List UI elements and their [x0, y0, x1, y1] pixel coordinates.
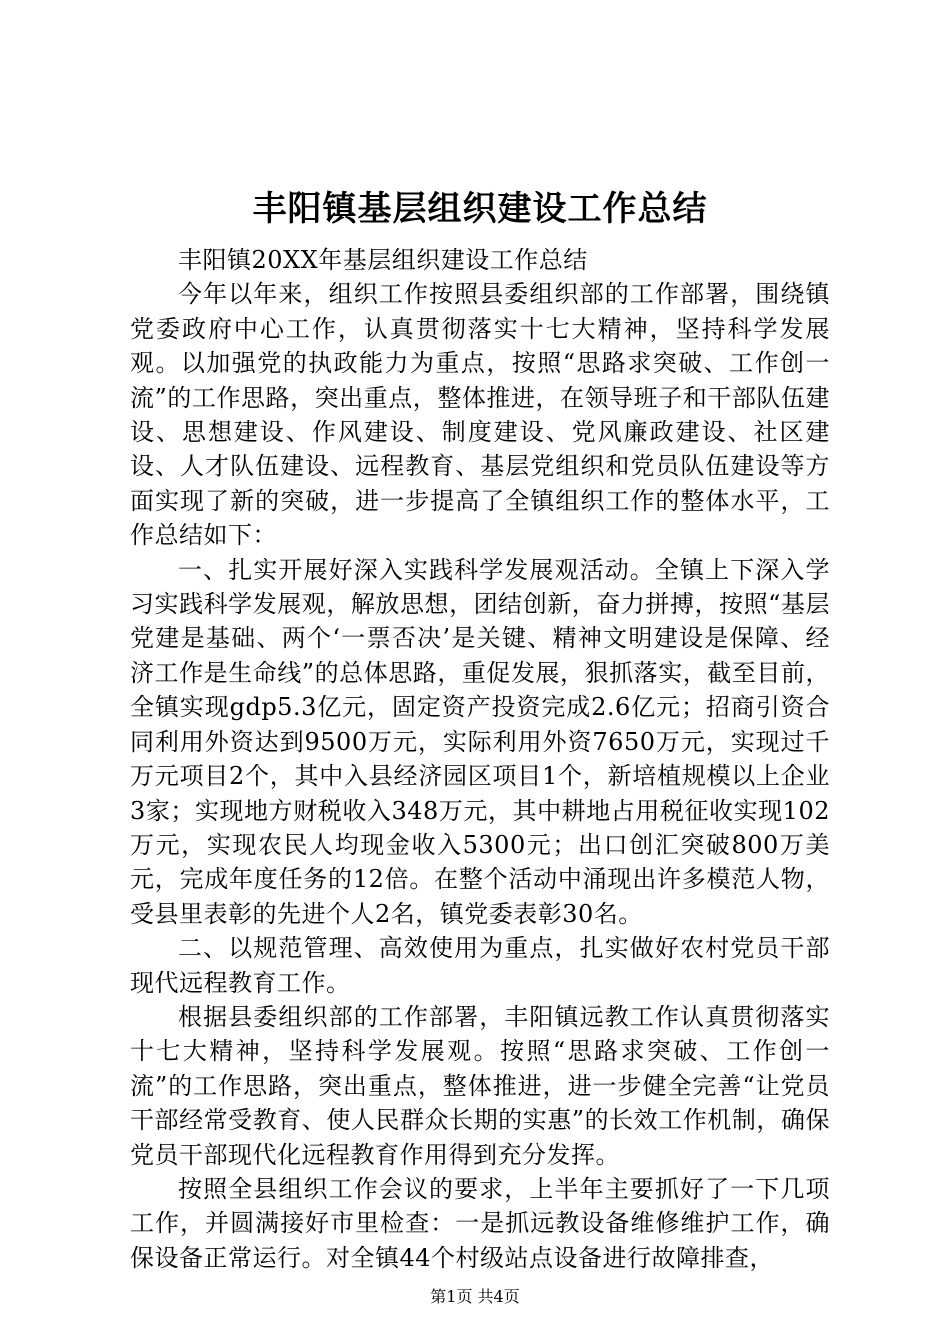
section-one-paragraph: 一、扎实开展好深入实践科学发展观活动。全镇上下深入学习实践科学发展观，解放思想，团结创新，奋力拼搏，按照“基层党建是基础、两个‘一票否决’是关键、精神文明建设是保障、经济工作是生命线”的总体思路，重促发展，狠抓落实，截至目前，全镇实现gdp5.3亿元，固定资产投资完成2.6亿元；招商引资合同利用外资达到9500万元，实际利用外资7650万元，实现过千万元项目2个，其中入县经济园区项目1个，新培植规模以上企业3家；实现地方财税收入348万元，其中耕地占用税征收实现102万元，实现农民人均现金收入5300元；出口创汇突破800万美元，完成年度任务的12倍。在整个活动中涌现出许多模范人物，受县里表彰的先进个人2名，镇党委表彰30名。 [130, 555, 830, 928]
document-page [130, 180, 830, 1275]
document-title: 丰阳镇基层组织建设工作总结 [252, 189, 708, 229]
work-items-paragraph: 按照全县组织工作会议的要求，上半年主要抓好了一下几项工作，并圆满接好市里检查：一是抓远教设备维修维护工作，确保设备正常运行。对全镇44个村级站点设备进行故障排查， [130, 1174, 830, 1272]
document-body [130, 243, 830, 1275]
section-two-heading: 二、以规范管理、高效使用为重点，扎实做好农村党员干部现代远程教育工作。 [130, 934, 830, 997]
page-footer [0, 1284, 950, 1307]
intro-paragraph: 今年以年来，组织工作按照县委组织部的工作部署，围绕镇党委政府中心工作，认真贯彻落实十七大精神，坚持科学发展观。以加强党的执政能力为重点，按照“思路求突破、工作创一流”的工作思路，突出重点，整体推进，在领导班子和干部队伍建设、思想建设、作风建设、制度建设、党风廉政建设、社区建设、人才队伍建设、远程教育、基层党组织和党员队伍建设等方面实现了新的突破，进一步提高了全镇组织工作的整体水平，工作总结如下： [130, 280, 830, 550]
subtitle-paragraph: 丰阳镇20XX年基层组织建设工作总结 [178, 246, 588, 274]
page-indicator: 第1页 共4页 [430, 1287, 520, 1306]
remote-education-paragraph: 根据县委组织部的工作部署，丰阳镇远教工作认真贯彻落实十七大精神，坚持科学发展观。按照“思路求突破、工作创一流”的工作思路，突出重点，整体推进，进一步健全完善“让党员干部经常受教育、使人民群众长期的实惠”的长效工作机制，确保党员干部现代化远程教育作用得到充分发挥。 [130, 1002, 830, 1169]
